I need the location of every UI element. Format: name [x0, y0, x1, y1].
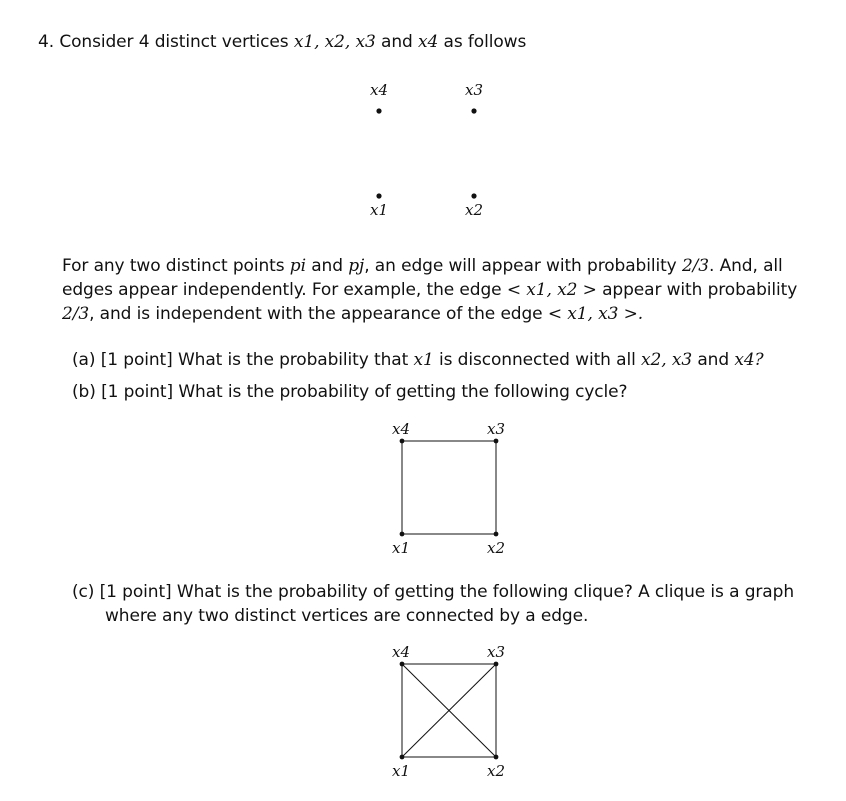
question-c-label: (c) — [72, 582, 95, 602]
label-x4: x4 — [370, 81, 389, 99]
vertex-x3-dot — [471, 108, 476, 113]
cycle-label-x3: x3 — [487, 420, 506, 438]
figure-clique — [400, 662, 499, 760]
cycle-x1-dot — [400, 532, 405, 537]
cycle-label-x4: x4 — [392, 420, 411, 438]
clique-label-x2: x2 — [487, 762, 506, 780]
question-a-var: x1 — [413, 350, 434, 370]
question-b-text: [1 point] What is the probability of getting the following cycle? — [101, 382, 628, 402]
intro-text: Consider 4 distinct vertices — [59, 32, 289, 52]
question-c-line-2: where any two distinct vertices are connected by a edge. — [105, 606, 589, 626]
question-a-and: and — [697, 350, 730, 370]
para-edge: < x1, x3 >. — [547, 304, 644, 324]
clique-x4-dot — [400, 662, 405, 667]
para-edge: < x1, x2 > — [506, 280, 597, 300]
label-x2: x2 — [465, 201, 484, 219]
para-text: edges appear independently. For example, the edge — [62, 280, 502, 300]
clique-x3-dot — [494, 662, 499, 667]
para-and: and — [311, 256, 343, 276]
question-a-label: (a) — [72, 350, 96, 370]
para-text: appear with probability — [602, 280, 798, 300]
figure-cycle — [400, 439, 499, 537]
para-frac: 2/3 — [62, 304, 90, 324]
clique-x2-dot — [494, 755, 499, 760]
vertex-x2-dot — [471, 193, 476, 198]
intro-and: and — [381, 32, 413, 52]
para-text: For any two distinct points — [62, 256, 285, 276]
label-x1: x1 — [370, 201, 389, 219]
cycle-label-x1: x1 — [392, 539, 411, 557]
para-frac: 2/3 — [681, 256, 709, 276]
question-a-text: [1 point] What is the probability that — [100, 350, 409, 370]
question-b-label: (b) — [72, 382, 96, 402]
vertex-x1-dot — [376, 193, 381, 198]
question-a-text: is disconnected with all — [438, 350, 636, 370]
problem-number: 4. — [38, 32, 55, 52]
vertex-x4-dot — [376, 108, 381, 113]
paragraph-line-2 — [62, 280, 797, 300]
para-text: . And, all — [709, 256, 783, 276]
paragraph-line-1 — [62, 256, 783, 276]
cycle-x2-dot — [494, 532, 499, 537]
question-c-text: [1 point] What is the probability of getting the following clique? A clique is a graph — [99, 582, 794, 602]
cycle-x3-dot — [494, 439, 499, 444]
cycle-label-x2: x2 — [487, 539, 506, 557]
intro-var4: x4 — [418, 32, 439, 52]
para-pj: pj — [348, 256, 365, 276]
question-a — [72, 350, 764, 370]
question-a-var4: x4? — [734, 350, 764, 370]
clique-label-x4: x4 — [392, 643, 411, 661]
intro-vars: x1, x2, x3 — [293, 32, 376, 52]
para-text: , an edge will appear with probability — [364, 256, 677, 276]
question-b — [72, 382, 627, 402]
clique-x1-dot — [400, 755, 405, 760]
intro-suffix: as follows — [443, 32, 527, 52]
clique-label-x3: x3 — [487, 643, 506, 661]
clique-label-x1: x1 — [392, 762, 411, 780]
question-a-vars: x2, x3 — [641, 350, 693, 370]
cycle-edges — [402, 441, 496, 534]
label-x3: x3 — [465, 81, 484, 99]
question-c — [72, 582, 794, 602]
cycle-x4-dot — [400, 439, 405, 444]
para-text: , and is independent with the appearance of the edge — [89, 304, 543, 324]
paragraph-line-3 — [62, 304, 643, 324]
para-pi: pi — [289, 256, 306, 276]
